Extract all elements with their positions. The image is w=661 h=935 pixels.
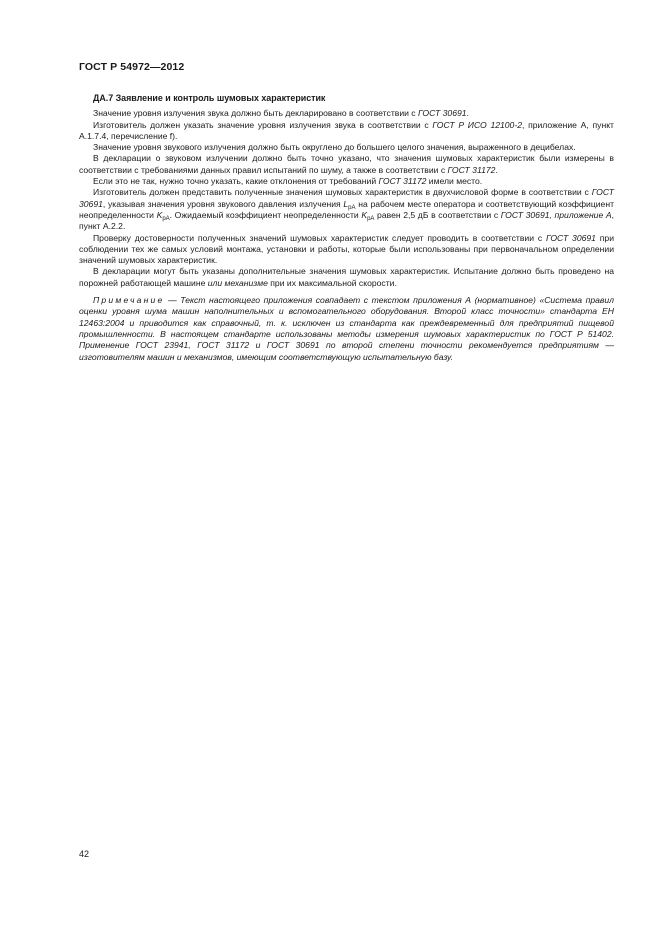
standard-reference: ГОСТ 31172	[378, 176, 427, 187]
note-paragraph	[79, 295, 614, 363]
paragraph-1	[79, 108, 614, 119]
paragraph-5-text: Если это не так, нужно точно указать, какие отклонения от требований	[93, 176, 379, 187]
paragraph-1-text: Значение уровня излучения звука должно быть декларировано в соответствии с	[93, 108, 418, 119]
paragraph-6-text-1: Изготовитель должен представить полученные значения шумовых характеристик в двухчисловой форме в соответствии с	[93, 187, 592, 198]
document-code: ГОСТ Р 54972—2012	[79, 61, 185, 73]
symbol-K: K	[156, 209, 163, 220]
paragraph-8-text-2: при их максимальной скорости.	[267, 277, 397, 288]
standard-reference: ГОСТ 30691, приложение А	[500, 209, 612, 220]
paragraph-5-end: имели место.	[426, 176, 483, 187]
paragraph-2	[79, 120, 614, 143]
standard-reference: ГОСТ 30691	[79, 187, 614, 209]
paragraph-4-text: В декларации о звуковом излучении должно быть точно указано, что значения шумовых характеристик были измерены в соответствии с требованиями данных правил испытаний по шуму, а также в соответствии с	[79, 153, 614, 175]
subscript-pA: pA	[367, 215, 375, 222]
subscript-pA: pA	[348, 204, 356, 211]
paragraph-4-end: .	[495, 164, 498, 175]
note-text: — Текст настоящего приложения совпадает с текстом приложения А (нормативное) «Система правил оценки уровня шума машин наполнительных и вспомогательного оборудования. Второй класс точности» стандарта ЕН 12463:2004 и приводится как справочный, т. к. исключен из стандарта как преждевременный для предприятий пищевой промышленности. В настоящем стандарте использованы методы измерения шумовых характеристик по ГОСТ Р 51402. Применение ГОСТ 23941, ГОСТ 31172 и ГОСТ 30691 по второй степени точности рекомендуется предприятиям — изготовителям машин и механизмов, имеющим соответствующую испытательную базу.	[79, 295, 614, 362]
standard-reference: ГОСТ 30691	[545, 232, 596, 243]
paragraph-6-text-2: , указывая значения уровня звукового давления излучения	[102, 198, 344, 209]
paragraph-1-end: .	[466, 108, 469, 119]
page-number: 42	[79, 849, 90, 859]
paragraph-5	[79, 176, 614, 187]
paragraph-8	[79, 266, 614, 289]
note-label: Примечание	[93, 295, 165, 306]
paragraph-6-text-5: равен 2,5 дБ в соответствии с	[374, 209, 501, 220]
paragraph-8-text-1: В декларации могут быть указаны дополнительные значения шумовых характеристик. Испытание должно быть проведено на порожней работающей машине	[79, 266, 614, 288]
paragraph-3: Значение уровня звукового излучения должно быть округлено до большего целого значения, выраженного в децибелах.	[93, 142, 576, 153]
paragraph-2-end: , приложение А, пункт А.1.7.4, перечисление f).	[79, 119, 614, 141]
symbol-K: K	[361, 209, 368, 220]
italic-phrase: или механизме	[207, 277, 268, 288]
paragraph-7-text-1: Проверку достоверности полученных значений шумовых характеристик следует проводить в соответствии с	[93, 232, 546, 243]
standard-reference: ГОСТ 30691	[418, 108, 467, 119]
paragraph-6-text-6: , пункт А.2.2.	[79, 209, 614, 232]
standard-reference: ГОСТ Р ИСО 12100-2	[432, 119, 522, 130]
paragraph-6-text-3: на рабочем месте оператора и соответствующий коэффициент неопределенности	[79, 198, 615, 220]
paragraph-6	[79, 187, 614, 232]
symbol-L: L	[343, 198, 349, 209]
paragraph-7-text-2: при соблюдении тех же самых условий монтажа, установки и работы, которые были использованы при первоначальном определении значений шумовых характеристик.	[79, 232, 614, 266]
paragraph-2-text: Изготовитель должен указать значение уровня излучения звука в соответствии с	[93, 119, 433, 130]
paragraph-7	[79, 233, 614, 267]
document-body	[79, 93, 614, 371]
standard-reference: ГОСТ 31172	[447, 164, 496, 175]
paragraph-4	[79, 153, 614, 176]
subscript-pA: pA	[162, 215, 170, 222]
section-heading: ДА.7 Заявление и контроль шумовых характеристик	[93, 93, 326, 103]
paragraph-6-text-4: . Ожидаемый коэффициент неопределенности	[169, 209, 362, 220]
